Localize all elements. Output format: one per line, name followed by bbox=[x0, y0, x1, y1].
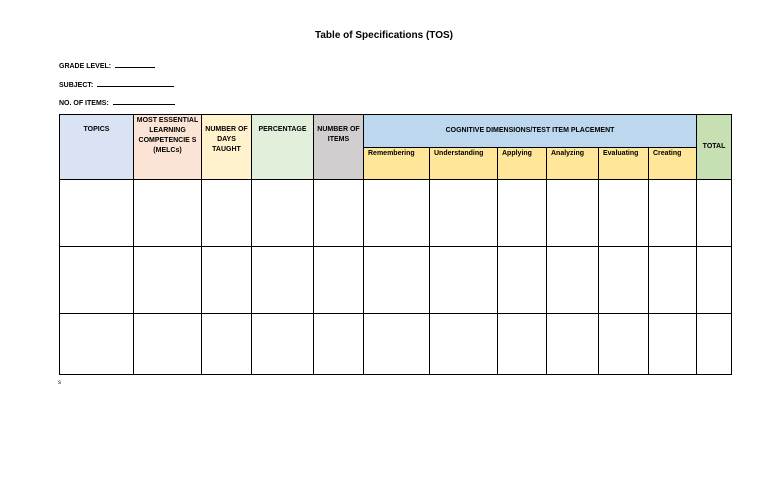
table-cell[interactable] bbox=[202, 247, 252, 314]
table-body bbox=[60, 180, 732, 375]
table-cell[interactable] bbox=[649, 314, 697, 375]
melcs-header: MOST ESSENTIAL LEARNING COMPETENCIE S (MELCs) bbox=[134, 115, 202, 180]
header-row bbox=[60, 115, 732, 148]
table-cell[interactable] bbox=[697, 180, 732, 247]
table-cell[interactable] bbox=[547, 247, 599, 314]
applying-header: Applying bbox=[498, 148, 547, 180]
grade-level-field bbox=[59, 60, 155, 70]
table-cell[interactable] bbox=[202, 180, 252, 247]
no-of-items-input[interactable] bbox=[113, 97, 175, 105]
table-cell[interactable] bbox=[430, 180, 498, 247]
understanding-header: Understanding bbox=[430, 148, 498, 180]
table-row bbox=[60, 247, 732, 314]
table-cell[interactable] bbox=[134, 314, 202, 375]
table-row bbox=[60, 180, 732, 247]
table-cell[interactable] bbox=[697, 314, 732, 375]
number-of-items-header: NUMBER OF ITEMS bbox=[314, 115, 364, 180]
table-cell[interactable] bbox=[314, 180, 364, 247]
table-cell[interactable] bbox=[649, 247, 697, 314]
analyzing-header: Analyzing bbox=[547, 148, 599, 180]
table-cell[interactable] bbox=[252, 180, 314, 247]
cognitive-dimensions-header: COGNITIVE DIMENSIONS/TEST ITEM PLACEMENT bbox=[364, 115, 697, 148]
no-of-items-label: NO. OF ITEMS: bbox=[59, 100, 109, 107]
table-cell[interactable] bbox=[547, 180, 599, 247]
table-cell[interactable] bbox=[134, 180, 202, 247]
creating-header: Creating bbox=[649, 148, 697, 180]
table-cell[interactable] bbox=[697, 247, 732, 314]
grade-level-label: GRADE LEVEL: bbox=[59, 63, 112, 70]
subject-input[interactable] bbox=[97, 79, 174, 87]
no-of-items-field bbox=[59, 97, 175, 107]
subject-field bbox=[59, 79, 174, 89]
tos-table bbox=[59, 114, 732, 375]
table-cell[interactable] bbox=[202, 314, 252, 375]
subject-label: SUBJECT: bbox=[59, 82, 94, 89]
table-cell[interactable] bbox=[60, 314, 134, 375]
table-cell[interactable] bbox=[599, 180, 649, 247]
footnote: s bbox=[58, 380, 61, 386]
table-cell[interactable] bbox=[498, 180, 547, 247]
table-cell[interactable] bbox=[134, 247, 202, 314]
remembering-header: Remembering bbox=[364, 148, 430, 180]
table-cell[interactable] bbox=[364, 247, 430, 314]
table-cell[interactable] bbox=[498, 314, 547, 375]
table-cell[interactable] bbox=[547, 314, 599, 375]
table-cell[interactable] bbox=[314, 314, 364, 375]
table-cell[interactable] bbox=[430, 247, 498, 314]
evaluating-header: Evaluating bbox=[599, 148, 649, 180]
table-cell[interactable] bbox=[60, 247, 134, 314]
table-cell[interactable] bbox=[364, 180, 430, 247]
document-title: Table of Specifications (TOS) bbox=[315, 30, 453, 41]
table-cell[interactable] bbox=[599, 247, 649, 314]
days-taught-header: NUMBER OF DAYS TAUGHT bbox=[202, 115, 252, 180]
table-cell[interactable] bbox=[498, 247, 547, 314]
table-cell[interactable] bbox=[252, 247, 314, 314]
grade-level-input[interactable] bbox=[115, 60, 155, 68]
table-cell[interactable] bbox=[430, 314, 498, 375]
percentage-header: PERCENTAGE bbox=[252, 115, 314, 180]
table-cell[interactable] bbox=[364, 314, 430, 375]
table-cell[interactable] bbox=[60, 180, 134, 247]
table-row bbox=[60, 314, 732, 375]
table-cell[interactable] bbox=[599, 314, 649, 375]
topics-header: TOPICS bbox=[60, 115, 134, 180]
table-cell[interactable] bbox=[252, 314, 314, 375]
table-cell[interactable] bbox=[649, 180, 697, 247]
total-header: TOTAL bbox=[697, 115, 732, 180]
table-cell[interactable] bbox=[314, 247, 364, 314]
